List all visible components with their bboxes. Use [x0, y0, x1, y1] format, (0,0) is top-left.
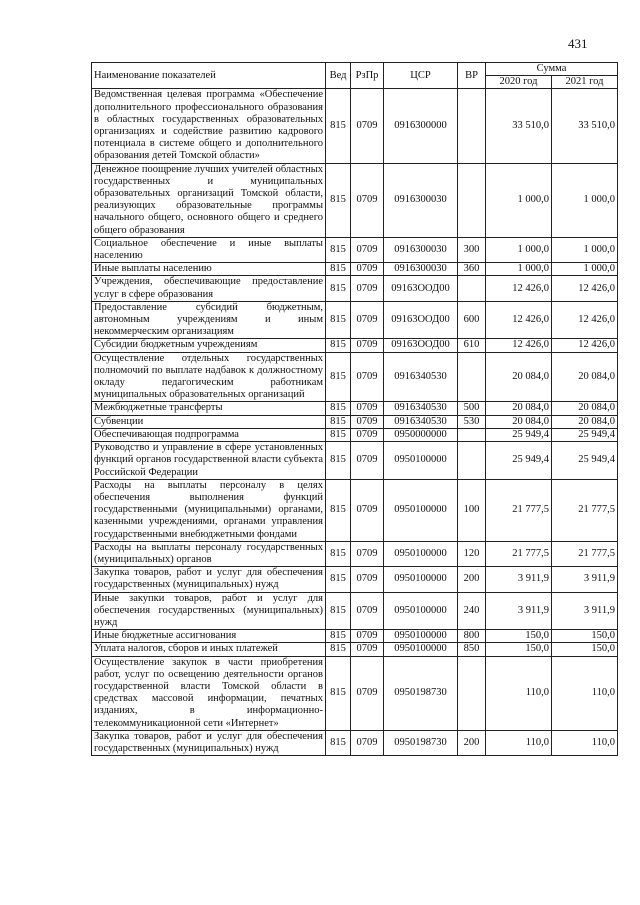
row-name: Межбюджетные трансферты [92, 402, 326, 415]
table-row [92, 541, 618, 566]
row-csr: 09163ООД00 [384, 301, 458, 339]
row-ved: 815 [326, 415, 351, 428]
row-name: Денежное поощрение лучших учителей областных государственных и муниципальных образовательных организаций Томской области, реализующих образовательные программы начального общего, основного общего и среднего общего образования [92, 163, 326, 237]
row-amount-2021: 25 949,4 [552, 442, 618, 480]
table-row [92, 89, 618, 163]
row-amount-2020: 12 426,0 [486, 276, 552, 301]
row-rzpr: 0709 [351, 276, 384, 301]
row-amount-2020: 12 426,0 [486, 339, 552, 352]
row-name: Расходы на выплаты персоналу государственных (муниципальных) органов [92, 541, 326, 566]
table-body [92, 89, 618, 756]
row-name: Осуществление закупок в части приобретения работ, услуг по освещению деятельности органов государственной власти Томской области в средствах массовой информации, печатных изданиях, в информационно-телекоммуникационной сети «Интернет» [92, 656, 326, 730]
row-rzpr: 0709 [351, 656, 384, 730]
row-vr: 240 [458, 592, 486, 630]
table-row [92, 630, 618, 643]
row-amount-2021: 21 777,5 [552, 541, 618, 566]
row-rzpr: 0709 [351, 567, 384, 592]
row-amount-2020: 12 426,0 [486, 301, 552, 339]
row-vr: 850 [458, 643, 486, 656]
row-csr: 0950100000 [384, 630, 458, 643]
table-row [92, 339, 618, 352]
row-rzpr: 0709 [351, 237, 384, 262]
row-csr: 09163ООД00 [384, 276, 458, 301]
row-csr: 0950100000 [384, 567, 458, 592]
row-ved: 815 [326, 730, 351, 755]
page-number: 431 [568, 36, 588, 51]
row-name: Субвенции [92, 415, 326, 428]
row-csr: 0916300000 [384, 89, 458, 163]
row-name: Субсидии бюджетным учреждениям [92, 339, 326, 352]
row-csr: 0950100000 [384, 541, 458, 566]
row-amount-2021: 1 000,0 [552, 237, 618, 262]
row-vr: 800 [458, 630, 486, 643]
row-vr [458, 89, 486, 163]
row-ved: 815 [326, 643, 351, 656]
row-csr: 09163ООД00 [384, 339, 458, 352]
row-csr: 0950100000 [384, 643, 458, 656]
row-rzpr: 0709 [351, 89, 384, 163]
row-amount-2021: 3 911,9 [552, 592, 618, 630]
row-amount-2021: 12 426,0 [552, 339, 618, 352]
row-name: Осуществление отдельных государственных полномочий по выплате надбавок к должностному окладу педагогическим работникам муниципальных образовательных организаций [92, 352, 326, 402]
row-rzpr: 0709 [351, 301, 384, 339]
header-name: Наименование показателей [92, 63, 326, 89]
row-amount-2021: 20 084,0 [552, 415, 618, 428]
row-name: Уплата налогов, сборов и иных платежей [92, 643, 326, 656]
table-row [92, 276, 618, 301]
row-vr: 600 [458, 301, 486, 339]
row-name: Обеспечивающая подпрограмма [92, 428, 326, 441]
row-name: Иные выплаты населению [92, 263, 326, 276]
header-year-2020: 2020 год [486, 76, 552, 89]
row-csr: 0950100000 [384, 479, 458, 541]
row-rzpr: 0709 [351, 592, 384, 630]
row-csr: 0950000000 [384, 428, 458, 441]
row-vr [458, 442, 486, 480]
row-rzpr: 0709 [351, 541, 384, 566]
row-csr: 0916340530 [384, 402, 458, 415]
row-amount-2020: 3 911,9 [486, 567, 552, 592]
row-amount-2021: 110,0 [552, 730, 618, 755]
header-ved: Вед [326, 63, 351, 89]
row-amount-2021: 150,0 [552, 643, 618, 656]
row-amount-2020: 110,0 [486, 730, 552, 755]
row-rzpr: 0709 [351, 643, 384, 656]
row-amount-2020: 25 949,4 [486, 428, 552, 441]
row-vr [458, 656, 486, 730]
row-vr: 200 [458, 567, 486, 592]
table-row [92, 428, 618, 441]
table-row [92, 402, 618, 415]
row-name: Иные закупки товаров, работ и услуг для обеспечения государственных (муниципальных) нужд [92, 592, 326, 630]
budget-table [91, 62, 618, 756]
table-row [92, 442, 618, 480]
row-csr: 0950100000 [384, 592, 458, 630]
row-rzpr: 0709 [351, 402, 384, 415]
row-rzpr: 0709 [351, 415, 384, 428]
row-vr: 100 [458, 479, 486, 541]
header-sum: Сумма [486, 63, 618, 76]
table-row [92, 592, 618, 630]
row-vr: 120 [458, 541, 486, 566]
row-name: Ведомственная целевая программа «Обеспечение дополнительного профессионального образования в областных государственных образовательных организациях и содействие развитию кадрового потенциала в системе общего и дополнительного образования детей Томской области» [92, 89, 326, 163]
row-rzpr: 0709 [351, 730, 384, 755]
row-csr: 0916300030 [384, 263, 458, 276]
table-row [92, 730, 618, 755]
row-name: Социальное обеспечение и иные выплаты населению [92, 237, 326, 262]
row-ved: 815 [326, 276, 351, 301]
row-amount-2020: 110,0 [486, 656, 552, 730]
row-ved: 815 [326, 263, 351, 276]
header-year-2021: 2021 год [552, 76, 618, 89]
row-amount-2021: 3 911,9 [552, 567, 618, 592]
row-amount-2020: 21 777,5 [486, 479, 552, 541]
row-name: Иные бюджетные ассигнования [92, 630, 326, 643]
row-csr: 0950100000 [384, 442, 458, 480]
row-csr: 0916300030 [384, 163, 458, 237]
row-amount-2021: 12 426,0 [552, 276, 618, 301]
row-vr: 300 [458, 237, 486, 262]
row-amount-2021: 20 084,0 [552, 352, 618, 402]
row-vr: 360 [458, 263, 486, 276]
row-rzpr: 0709 [351, 630, 384, 643]
row-amount-2020: 25 949,4 [486, 442, 552, 480]
header-csr: ЦСР [384, 63, 458, 89]
row-ved: 815 [326, 352, 351, 402]
row-amount-2020: 1 000,0 [486, 263, 552, 276]
row-vr: 500 [458, 402, 486, 415]
row-rzpr: 0709 [351, 163, 384, 237]
row-vr [458, 428, 486, 441]
row-amount-2021: 12 426,0 [552, 301, 618, 339]
row-vr: 610 [458, 339, 486, 352]
table-row [92, 352, 618, 402]
table-row [92, 301, 618, 339]
row-amount-2020: 150,0 [486, 630, 552, 643]
row-csr: 0950198730 [384, 730, 458, 755]
table-row [92, 643, 618, 656]
row-ved: 815 [326, 237, 351, 262]
row-ved: 815 [326, 656, 351, 730]
row-ved: 815 [326, 592, 351, 630]
row-amount-2020: 20 084,0 [486, 352, 552, 402]
row-rzpr: 0709 [351, 352, 384, 402]
row-amount-2021: 33 510,0 [552, 89, 618, 163]
row-ved: 815 [326, 402, 351, 415]
row-ved: 815 [326, 541, 351, 566]
row-csr: 0916340530 [384, 352, 458, 402]
row-vr [458, 352, 486, 402]
header-rzpr: РзПр [351, 63, 384, 89]
row-ved: 815 [326, 301, 351, 339]
row-amount-2020: 1 000,0 [486, 163, 552, 237]
row-name: Руководство и управление в сфере установленных функций органов государственной власти субъекта Российской Федерации [92, 442, 326, 480]
row-csr: 0916300030 [384, 237, 458, 262]
table-row [92, 656, 618, 730]
row-amount-2021: 1 000,0 [552, 263, 618, 276]
row-rzpr: 0709 [351, 339, 384, 352]
table-row [92, 415, 618, 428]
row-amount-2020: 3 911,9 [486, 592, 552, 630]
row-amount-2020: 1 000,0 [486, 237, 552, 262]
row-ved: 815 [326, 163, 351, 237]
row-rzpr: 0709 [351, 428, 384, 441]
row-csr: 0950198730 [384, 656, 458, 730]
row-ved: 815 [326, 479, 351, 541]
row-ved: 815 [326, 567, 351, 592]
table-row [92, 163, 618, 237]
row-ved: 815 [326, 339, 351, 352]
row-rzpr: 0709 [351, 479, 384, 541]
row-amount-2021: 150,0 [552, 630, 618, 643]
table-row [92, 263, 618, 276]
row-ved: 815 [326, 630, 351, 643]
row-ved: 815 [326, 89, 351, 163]
row-amount-2020: 20 084,0 [486, 402, 552, 415]
header-vr: ВР [458, 63, 486, 89]
row-name: Закупка товаров, работ и услуг для обеспечения государственных (муниципальных) нужд [92, 567, 326, 592]
row-vr: 530 [458, 415, 486, 428]
row-csr: 0916340530 [384, 415, 458, 428]
row-amount-2020: 33 510,0 [486, 89, 552, 163]
row-amount-2020: 150,0 [486, 643, 552, 656]
table-row [92, 237, 618, 262]
row-rzpr: 0709 [351, 263, 384, 276]
table-row [92, 567, 618, 592]
row-rzpr: 0709 [351, 442, 384, 480]
row-name: Расходы на выплаты персоналу в целях обеспечения выполнения функций государственными (муниципальными) органами, казенными учреждениями, органами управления государственными внебюджетными фондами [92, 479, 326, 541]
table-row [92, 479, 618, 541]
row-amount-2021: 25 949,4 [552, 428, 618, 441]
row-amount-2021: 20 084,0 [552, 402, 618, 415]
row-name: Предоставление субсидий бюджетным, автономным учреждениям и иным некоммерческим организациям [92, 301, 326, 339]
row-vr [458, 163, 486, 237]
table-header-row [92, 63, 618, 76]
row-name: Учреждения, обеспечивающие предоставление услуг в сфере образования [92, 276, 326, 301]
row-amount-2020: 20 084,0 [486, 415, 552, 428]
row-name: Закупка товаров, работ и услуг для обеспечения государственных (муниципальных) нужд [92, 730, 326, 755]
row-amount-2021: 21 777,5 [552, 479, 618, 541]
row-amount-2021: 1 000,0 [552, 163, 618, 237]
row-ved: 815 [326, 428, 351, 441]
row-amount-2020: 21 777,5 [486, 541, 552, 566]
row-ved: 815 [326, 442, 351, 480]
row-amount-2021: 110,0 [552, 656, 618, 730]
row-vr [458, 276, 486, 301]
row-vr: 200 [458, 730, 486, 755]
